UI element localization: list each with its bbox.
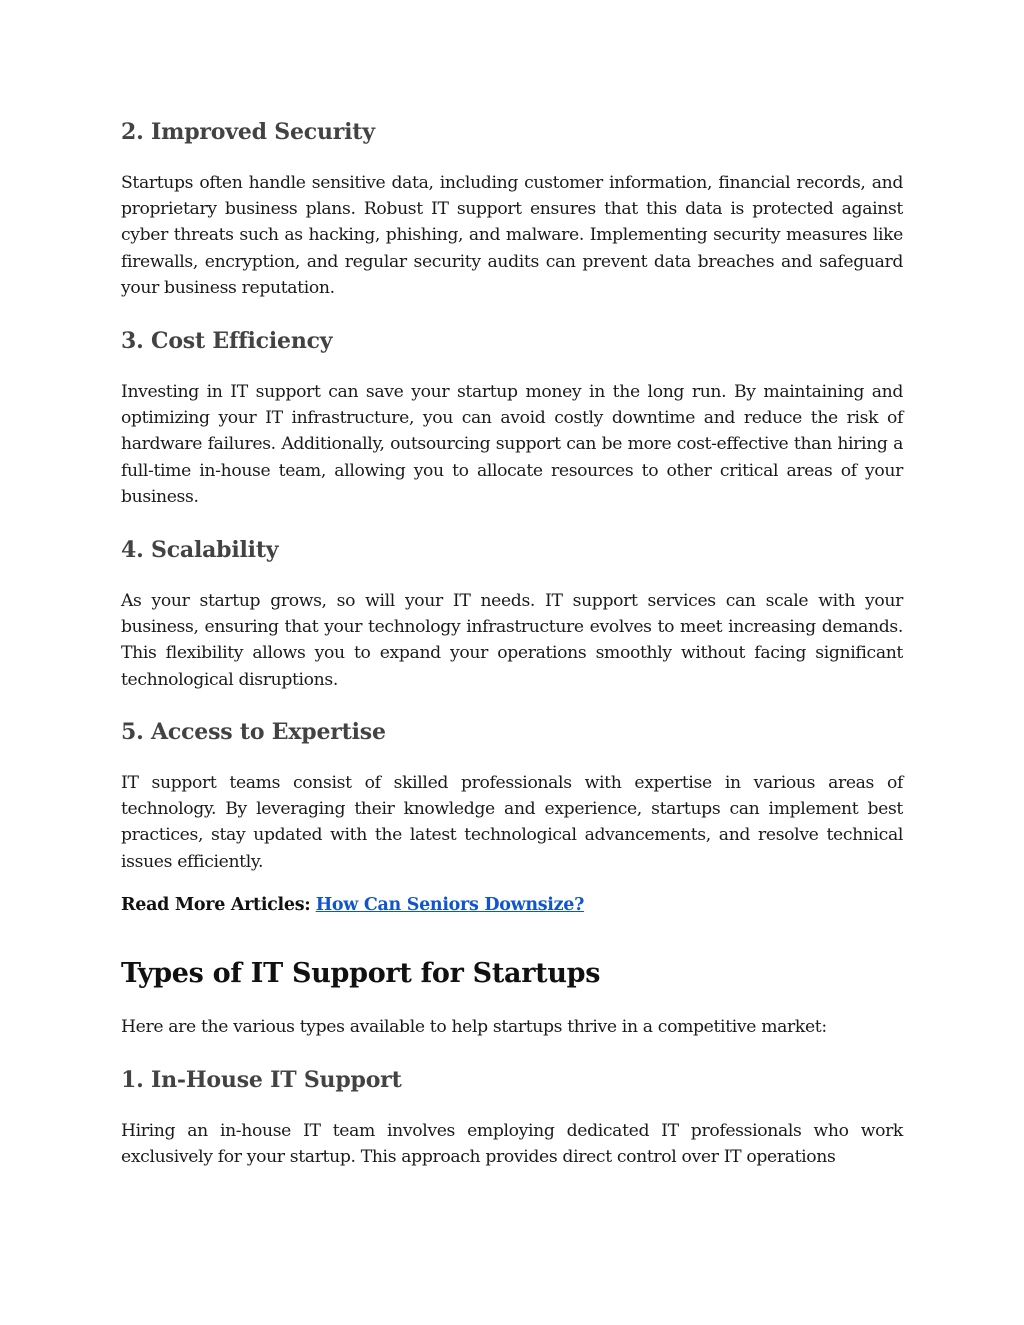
types-section-title: Types of IT Support for Startups (121, 958, 601, 989)
subsection-body-in-house-it-support: Hiring an in-house IT team involves employing dedicated IT professionals who work exclusively for your startup. This approach provides direct control over IT operations (121, 1121, 903, 1168)
subsection-heading-in-house-it-support: 1. In-House IT Support (121, 1067, 402, 1093)
read-more-label: Read More Articles: (121, 895, 311, 915)
section-body-cost-efficiency: Investing in IT support can save your startup money in the long run. By maintaining and optimizing your IT infrastructure, you can avoid costly downtime and reduce the risk of hardware failures. Additionally, outsourcing support can be more cost-effective than hiring a full-time in-house team, allowing you to allocate resources to other critical areas of your business. (121, 382, 903, 507)
section-heading-cost-efficiency: 3. Cost Efficiency (121, 328, 333, 354)
read-more (121, 895, 584, 915)
section-heading-improved-security: 2. Improved Security (121, 119, 375, 145)
types-section-intro: Here are the various types available to help startups thrive in a competitive market: (121, 1017, 827, 1037)
section-body-improved-security: Startups often handle sensitive data, including customer information, financial records, and proprietary business plans. Robust IT support ensures that this data is protected against cyber threats such as hacking, phishing, and malware. Implementing security measures like firewalls, encryption, and regular security audits can prevent data breaches and safeguard your business reputation. (121, 173, 903, 298)
section-heading-scalability: 4. Scalability (121, 537, 279, 563)
read-more-link[interactable]: How Can Seniors Downsize? (315, 895, 585, 915)
section-body-scalability: As your startup grows, so will your IT needs. IT support services can scale with your business, ensuring that your technology infrastructure evolves to meet increasing demands. This flexibility allows you to expand your operations smoothly without facing significant technological disruptions. (121, 591, 903, 690)
section-heading-access-to-expertise: 5. Access to Expertise (121, 719, 386, 745)
section-body-access-to-expertise: IT support teams consist of skilled professionals with expertise in various areas of technology. By leveraging their knowledge and experience, startups can implement best practices, stay updated with the latest technological advancements, and resolve technical issues efficiently. (121, 773, 903, 872)
